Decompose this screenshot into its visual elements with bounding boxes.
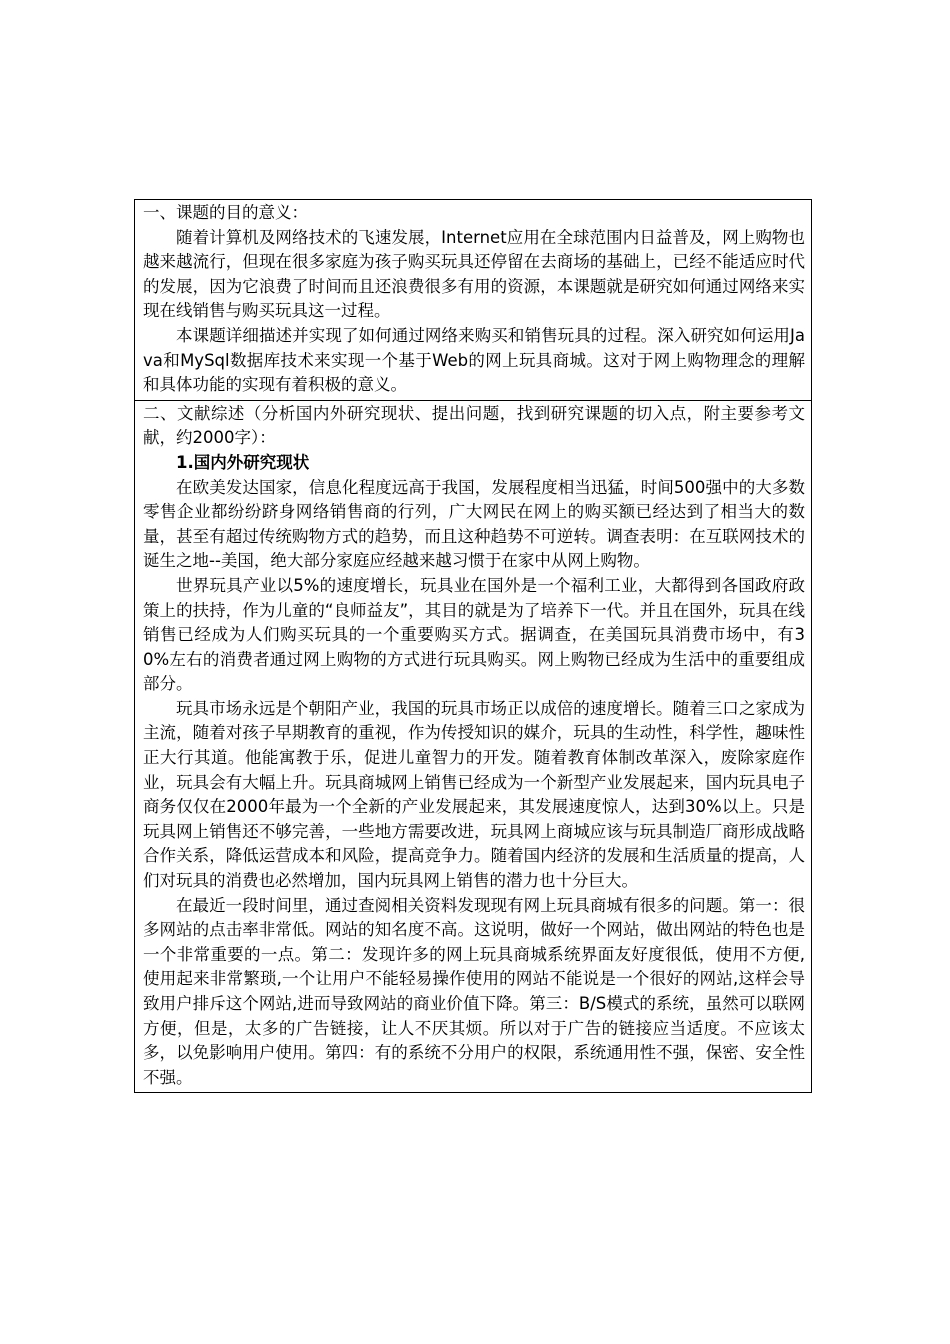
section-review-cell [135,400,812,1093]
section-purpose-heading: 一、课题的目的意义： [143,203,308,222]
section-review-row [135,400,812,1093]
section-purpose-row [135,200,812,401]
section-purpose-paragraph: 随着计算机及网络技术的飞速发展，Internet应用在全球范围内日益普及，网上购物也越来越流行，但现在很多家庭为孩子购买玩具还停留在去商场的基础上，已经不能适应时代的发展，因为它浪费了时间而且还浪费很多有用的资源，本课题就是研究如何通过网络来实现在线销售与购买玩具这一过程。 [143,227,805,321]
section-review-paragraph: 在最近一段时间里，通过查阅相关资料发现现有网上玩具商城有很多的问题。第一：很多网站的点击率非常低。网站的知名度不高。这说明，做好一个网站，做出网站的特色也是一个非常重要的一点。第二：发现许多的网上玩具商城系统界面友好度很低，使用不方便,使用起来非常繁琐,一个让用户不能轻易操作使用的网站不能说是一个很好的网站,这样会导致用户排斥这个网站,进而导致网站的商业价值下降。第三：B/S模式的系统，虽然可以联网方便，但是，太多的广告链接，让人不厌其烦。所以对于广告的链接应当适度。不应该太多，以免影响用户使用。第四：有的系统不分用户的权限，系统通用性不强，保密、安全性不强。 [143,895,805,1087]
section-review-paragraph: 世界玩具产业以5%的速度增长，玩具业在国外是一个福利工业，大都得到各国政府政策上的扶持，作为儿童的“良师益友”，其目的就是为了培养下一代。并且在国外，玩具在线销售已经成为人们购买玩具的一个重要购买方式。据调查，在美国玩具消费市场中，有30%左右的消费者通过网上购物的方式进行玩具购买。网上购物已经成为生活中的重要组成部分。 [143,575,805,694]
section-purpose-cell [135,200,812,401]
proposal-table [134,199,812,1093]
section-review-paragraph: 在欧美发达国家，信息化程度远高于我国，发展程度相当迅猛，时间500强中的大多数零售企业都纷纷跻身网络销售商的行列，广大网民在网上的购买额已经达到了相当大的数量，甚至有超过传统购物方式的趋势，而且这种趋势不可逆转。调查表明：在互联网技术的诞生之地--美国，绝大部分家庭应经越来越习惯于在家中从网上购物。 [143,477,805,571]
section-review-heading: 二、文献综述（分析国内外研究现状、提出问题，找到研究课题的切入点，附主要参考文献，约2000字）： [143,403,805,448]
section-review-subheading: 1.国内外研究现状 [176,452,310,472]
section-review-paragraph: 玩具市场永远是个朝阳产业，我国的玩具市场正以成倍的速度增长。随着三口之家成为主流，随着对孩子早期教育的重视，作为传授知识的媒介，玩具的生动性，科学性，趣味性正大行其道。他能寓教于乐，促进儿童智力的开发。随着教育体制改革深入，废除家庭作业，玩具会有大幅上升。玩具商城网上销售已经成为一个新型产业发展起来，国内玩具电子商务仅仅在2000年最为一个全新的产业发展起来，其发展速度惊人，达到30%以上。只是玩具网上销售还不够完善，一些地方需要改进，玩具网上商城应该与玩具制造厂商形成战略合作关系，降低运营成本和风险，提高竞争力。随着国内经济的发展和生活质量的提高，人们对玩具的消费也必然增加，国内玩具网上销售的潜力也十分巨大。 [143,698,805,891]
section-purpose-paragraph: 本课题详细描述并实现了如何通过网络来购买和销售玩具的过程。深入研究如何运用Java和MySql数据库技术来实现一个基于Web的网上玩具商城。这对于网上购物理念的理解和具体功能的实现有着积极的意义。 [143,325,805,395]
